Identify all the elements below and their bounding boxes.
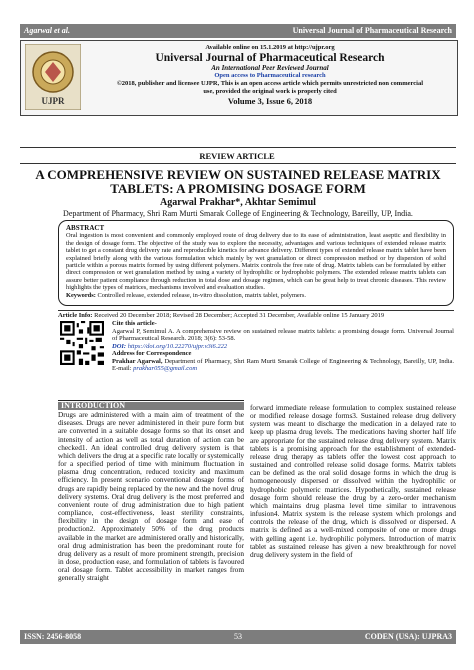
abstract-heading: ABSTRACT (66, 224, 105, 232)
divider (20, 147, 456, 148)
masthead-text (87, 44, 453, 106)
license-line-2: use, provided the original work is properly cited (203, 88, 337, 95)
footer-issn: ISSN: 2456-8058 (24, 632, 82, 641)
introduction-heading: INTRODUCTION (58, 402, 244, 410)
email-link[interactable]: prakhar055@gmail.com (133, 365, 198, 372)
intro-text-left: Drugs are administered with a main aim of treatment of the diseases. Drugs are never administered in their pure form but are converted in a suitable dosage forms so that its onset and intensity of action as well as total duration of action can be checked1. An ideal controlled drug delivery system is that which delivers the drug at a specific rate locally or systemically for a specified period of time with minimum fluctuation in plasma drug concentration, reduced toxicity and maximum efficiency. In present scenario conventional dosage forms of drugs are rapidly being replaced by the new and the novel drug delivery systems. Oral drug delivery is the most preferred and convenient route of drug administration due to high patient compliance, cost-effectiveness, least sterility constraints, flexibility in the design of dosage form and ease of production2. Approximately 50% of the drug products available in the market are administered orally and historically, oral drug administration has been the predominant route for drug delivery as a result of more prominent strength, precision in dose, production ease, and formulation of tablets is favoured oral dosage form. Tablet accessibility in market ranges from generally straight (58, 410, 245, 583)
page-number: 53 (234, 632, 242, 641)
qr-code-icon[interactable] (60, 321, 104, 365)
header-authors: Agarwal et al. (24, 26, 71, 35)
correspondence-text: Prakhar Agarwal, Department of Pharmacy, Shri Ram Murti Smarak College of Engineering & Technology, Bareilly, UP, India. E-mail: prakhar055@gmail.com (112, 357, 455, 372)
header-journal: Universal Journal of Pharmaceutical Research (292, 26, 452, 35)
journal-masthead (20, 40, 458, 116)
body-right-column: forward immediate release formulation to complex sustained release or modified release dosage forms3. Sustained release drug delivery system was meant to discharge the medication in a delayed rate to keep up plasma drug levels. The medications having shorter half life are appropriate for the sustained release drug delivery system. Matrix tablets is a promising approach for the establishment of extended-release drug therapy as tablets offer the lowest cost approach to sustained and controlled release solid dosage forms. Matrix tablets can be defined as the oral solid dosage forms in which the drug is homogeneously dispersed or dissolved within the hydrophilic or hydrophobic polymeric matrices. Hypothetically, sustained release dosage form should release the drug by a zero-order mechanism which maintains drug plasma level time similar to intravenous infusion4. Matrix system is the release system which prolongs and controls the release of the drug, which is dissolved or dispersed. A matrix is defined as a well-mixed composite of one or more drugs with gelling agent i.e. hydrophilic polymers. Introduction of matrix tablet as sustained release has given a new breakthrough for novel drug delivery system in the field of (250, 403, 456, 559)
body-left-column (58, 402, 244, 582)
volume-issue: Volume 3, Issue 6, 2018 (227, 96, 313, 106)
article-dates: Article Info: Received 20 December 2018; Revised 28 December; Accepted 31 December, Available online 15 January 2019 (58, 312, 385, 319)
license-line-1: ©2018, publisher and licensee UJPR, This is an open access article which permits unrestricted non commercial (116, 80, 424, 87)
open-access-line: Open access to Pharmaceutical research (214, 72, 326, 79)
article-title (20, 168, 456, 196)
running-header (20, 24, 456, 38)
divider (20, 163, 456, 164)
authors: Agarwal Prakhar*, Akhtar Semimul (160, 197, 316, 208)
availability-line: Available online on 15.1.2019 at http://ujpr.org (205, 44, 335, 51)
journal-logo-icon (25, 44, 81, 110)
divider (58, 310, 454, 311)
keywords: Keywords: Controlled release, extended release, in-vitro dissolution, matrix tablet, polymers. (66, 291, 306, 299)
doi-link[interactable]: https://doi.org/10.22270/ujpr.v3i6.222 (127, 342, 228, 350)
title-line-1: A COMPREHENSIVE REVIEW ON SUSTAINED RELEASE MATRIX (35, 167, 441, 182)
journal-subtitle: An International Peer Reviewed Journal (211, 64, 329, 72)
citation-text: Agarwal P, Semimul A. A comprehensive review on sustained release matrix tablets: a promising dosage form. Universal Journal of Pharmaceutical Research. 2018; 3(6): 53-58. (112, 327, 454, 342)
abstract-box (58, 220, 454, 306)
correspondence-heading: Address for Correspondence (112, 350, 192, 357)
cite-heading: Cite this article- (112, 320, 157, 327)
title-line-2: TABLETS: A PROMISING DOSAGE FORM (110, 181, 366, 196)
doi-line: DOI: https://doi.org/10.22270/ujpr.v3i6.222 (112, 342, 228, 350)
footer-coden: CODEN (USA): UJPRA3 (364, 632, 452, 641)
abstract-body: Oral ingestion is most convenient and commonly employed route of drug delivery due to its ease of administration, least aseptic and flexibility in the design of dosage form. The objective of the study was to explore the necessity, advantages and various techniques of extended release matrix tablet to get a constant drug delivery rate and reproducible kinetics for advance delivery. Different types of extended release matrix tablet have been explained briefly along with the various formulation which mainly by wet granulation or direct compression method or by dispersion of solid particle within a porous matrix formed by using different polymers. Matrix controls the free rate of drug. Matrix tablets can be formulated by either direct compression or wet granulation method by using a variety of hydrophilic or hydrophobic polymers. The extended release matrix tablets can assure better patient compliance through reduction in total dose and dosage regimen, which can be great help to treat chronic diseases. This review highlights the types of matrices, mechanisms involved and evaluation studies. (66, 232, 446, 292)
citation-block (112, 320, 454, 373)
affiliation: Department of Pharmacy, Shri Ram Murti Smarak College of Engineering & Technology, Bareilly, UP, India. (63, 209, 413, 218)
page-footer (20, 630, 456, 644)
svg-text:UJPR: UJPR (41, 96, 65, 106)
journal-title: Universal Journal of Pharmaceutical Research (155, 52, 385, 64)
article-info (58, 312, 454, 402)
article-type: REVIEW ARTICLE (199, 151, 275, 161)
